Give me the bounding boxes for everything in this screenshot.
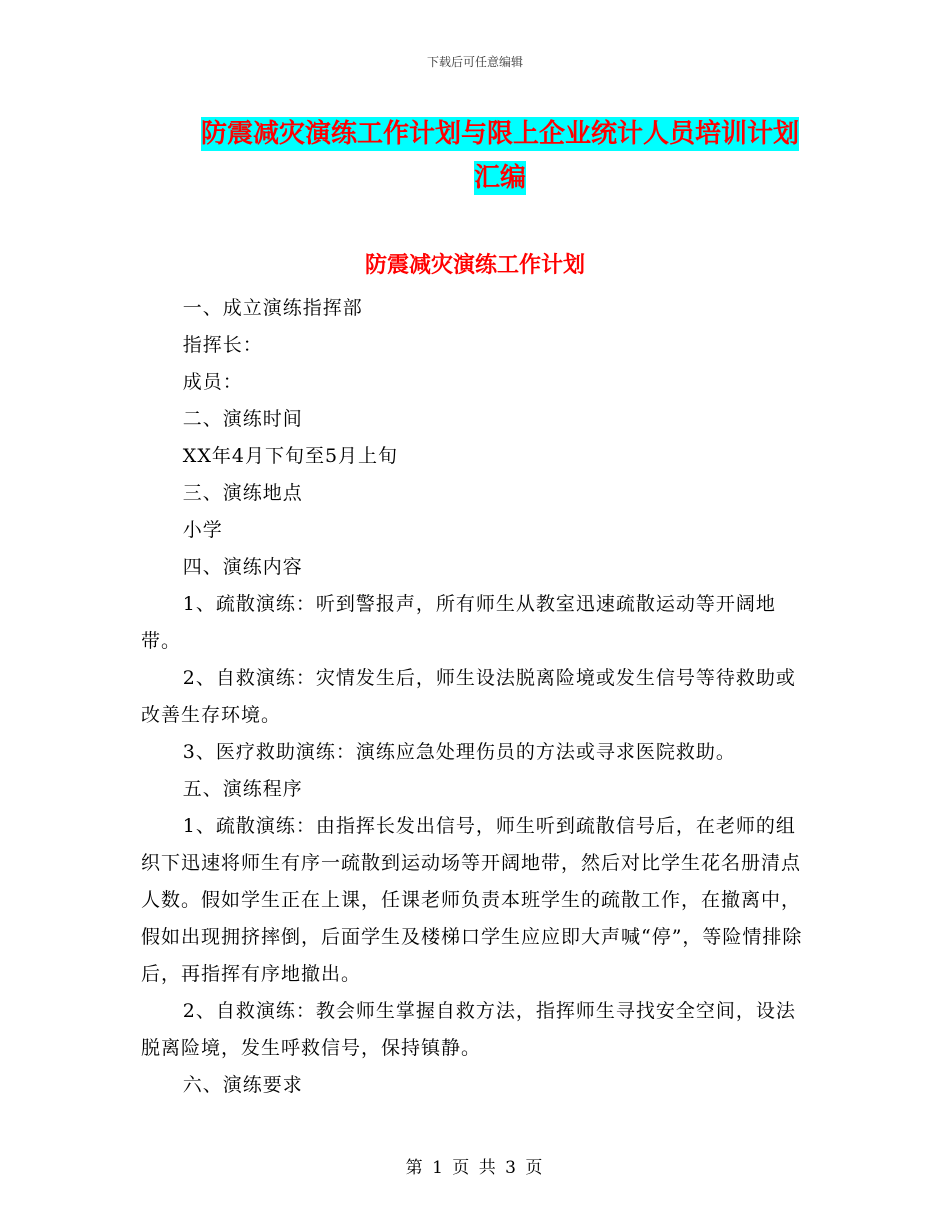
- main-title-text: 防震减灾演练工作计划与限上企业统计人员培训计划汇编: [200, 119, 799, 193]
- paragraph: 四、演练内容: [182, 556, 303, 578]
- paragraph: 五、演练程序: [182, 778, 303, 800]
- paragraph: 2、自救演练：教会师生掌握自救方法，指挥师生寻找安全空间，设法脱离险境，发生呼救信号，保持镇静。: [141, 1000, 796, 1059]
- paragraph: 1、疏散演练：由指挥长发出信号，师生听到疏散信号后，在老师的组织下迅速将师生有序一疏散到运动场等开阔地带，然后对比学生花名册清点人数。假如学生正在上课，任课老师负责本班学生的疏散工作，在撤离中，假如出现拥挤摔倒，后面学生及楼梯口学生应应即大声喊“停”，等险情排除后，再指挥有序地撤出。: [141, 815, 803, 985]
- paragraph: 1、疏散演练：听到警报声，所有师生从教室迅速疏散运动等开阔地带。: [141, 593, 776, 652]
- page-footer: 第 1 页 共 3 页: [405, 1158, 545, 1178]
- paragraph: 指挥长：: [182, 334, 263, 356]
- paragraph: 一、成立演练指挥部: [182, 297, 363, 319]
- header-note: 下载后可任意编辑: [426, 55, 523, 69]
- section-title: 防震减灾演练工作计划: [364, 253, 585, 278]
- paragraph: 3、医疗救助演练：演练应急处理伤员的方法或寻求医院救助。: [182, 741, 736, 763]
- paragraph: 成员：: [182, 371, 243, 393]
- paragraph: 小学: [182, 519, 223, 541]
- main-title: [190, 112, 810, 200]
- document-body: [141, 290, 806, 1104]
- paragraph: 六、演练要求: [182, 1074, 303, 1096]
- paragraph: 二、演练时间: [182, 408, 303, 430]
- paragraph: 2、自救演练：灾情发生后，师生设法脱离险境或发生信号等待救助或改善生存环境。: [141, 667, 796, 726]
- paragraph: XX年4月下旬至5月上旬: [182, 445, 399, 467]
- paragraph: 三、演练地点: [182, 482, 303, 504]
